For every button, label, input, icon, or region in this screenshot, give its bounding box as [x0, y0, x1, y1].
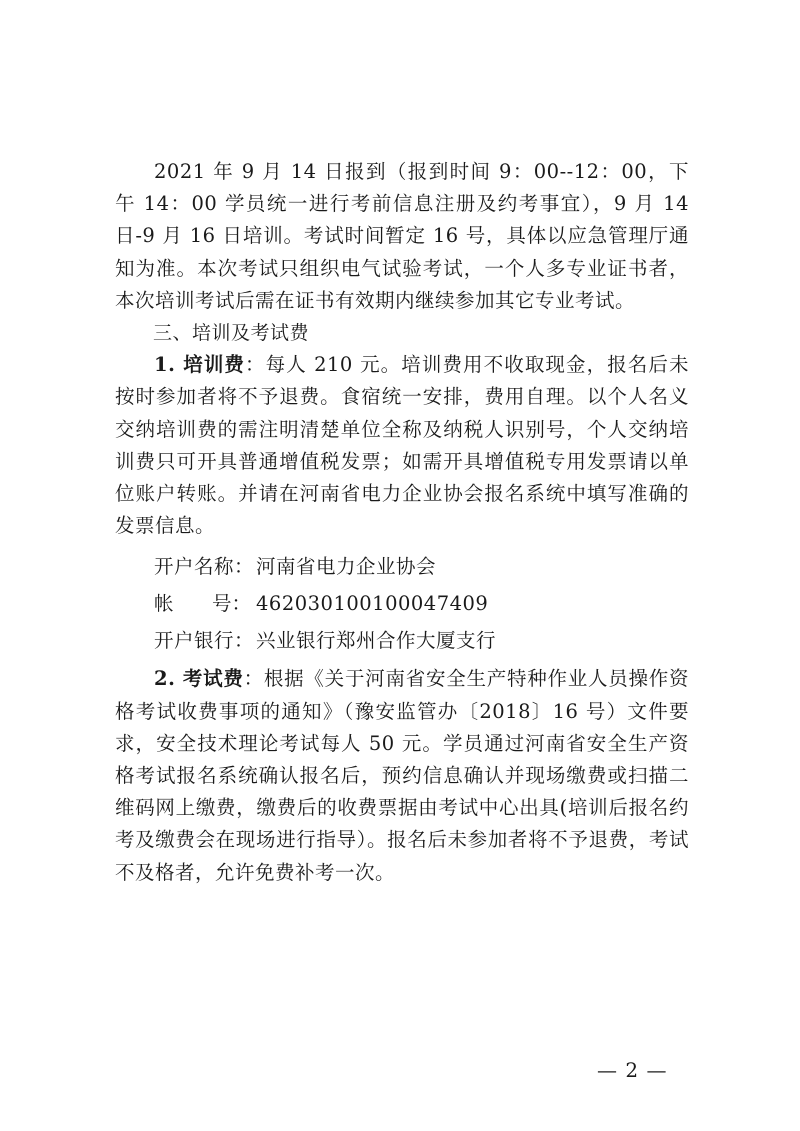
exam-fee-text: ：根据《关于河南省安全生产特种作业人员操作资格考试收费事项的通知》（豫安监管办〔2018〕16 号）文件要求，安全技术理论考试每人 50 元。学员通过河南省安全生产资格考试报名系统确认报名后，预约信息确认并现场缴费或扫描二维码网上缴费，缴费后的收费票据由考试中心出具(培训后报名约考及缴费会在现场进行指导）。报名后未参加者将不予退费，考试不及格者，允许免费补考一次。 — [115, 667, 689, 884]
account-number-label — [154, 585, 256, 622]
page-number: — 2 — — [597, 1058, 668, 1082]
exam-fee-label: 2. 考试费 — [154, 667, 244, 691]
document-body — [115, 156, 689, 889]
paragraph-training-fee — [115, 349, 689, 542]
account-number-value: 462030100100047409 — [256, 592, 489, 616]
account-bank-value: 兴业银行郑州合作大厦支行 — [256, 629, 497, 653]
account-name-value: 河南省电力企业协会 — [256, 555, 437, 579]
account-name-label: 开户名称： — [154, 555, 255, 579]
account-bank-label: 开户银行： — [154, 629, 255, 653]
account-name-row — [115, 548, 689, 585]
paragraph-exam-fee — [115, 663, 689, 888]
account-number-row — [115, 585, 689, 622]
training-fee-text: ：每人 210 元。培训费用不收取现金，报名后未按时参加者将不予退费。食宿统一安排，费用自理。以个人名义交纳培训费的需注明清楚单位全称及纳税人识别号，个人交纳培训费只可开具普通增值税发票；如需开具增值税专用发票请以单位账户转账。并请在河南省电力企业协会报名系统中填写准确的发票信息。 — [115, 353, 689, 538]
paragraph-registration: 2021 年 9 月 14 日报到（报到时间 9：00--12：00，下午 14：00 学员统一进行考前信息注册及约考事宜），9 月 14 日-9 月 16 日培训。考试时间暂定 16 号，具体以应急管理厅通知为准。本次考试只组织电气试验考试，一个人多专业证书者，本次培训考试后需在证书有效期内继续参加其它专业考试。 — [115, 160, 689, 312]
account-number-label-rest: 号： — [212, 592, 252, 616]
training-fee-label: 1. 培训费 — [154, 353, 246, 377]
account-number-label-char: 帐 — [154, 592, 174, 616]
section-heading-fees: 三、培训及考试费 — [153, 322, 310, 345]
account-bank-row — [115, 622, 689, 659]
